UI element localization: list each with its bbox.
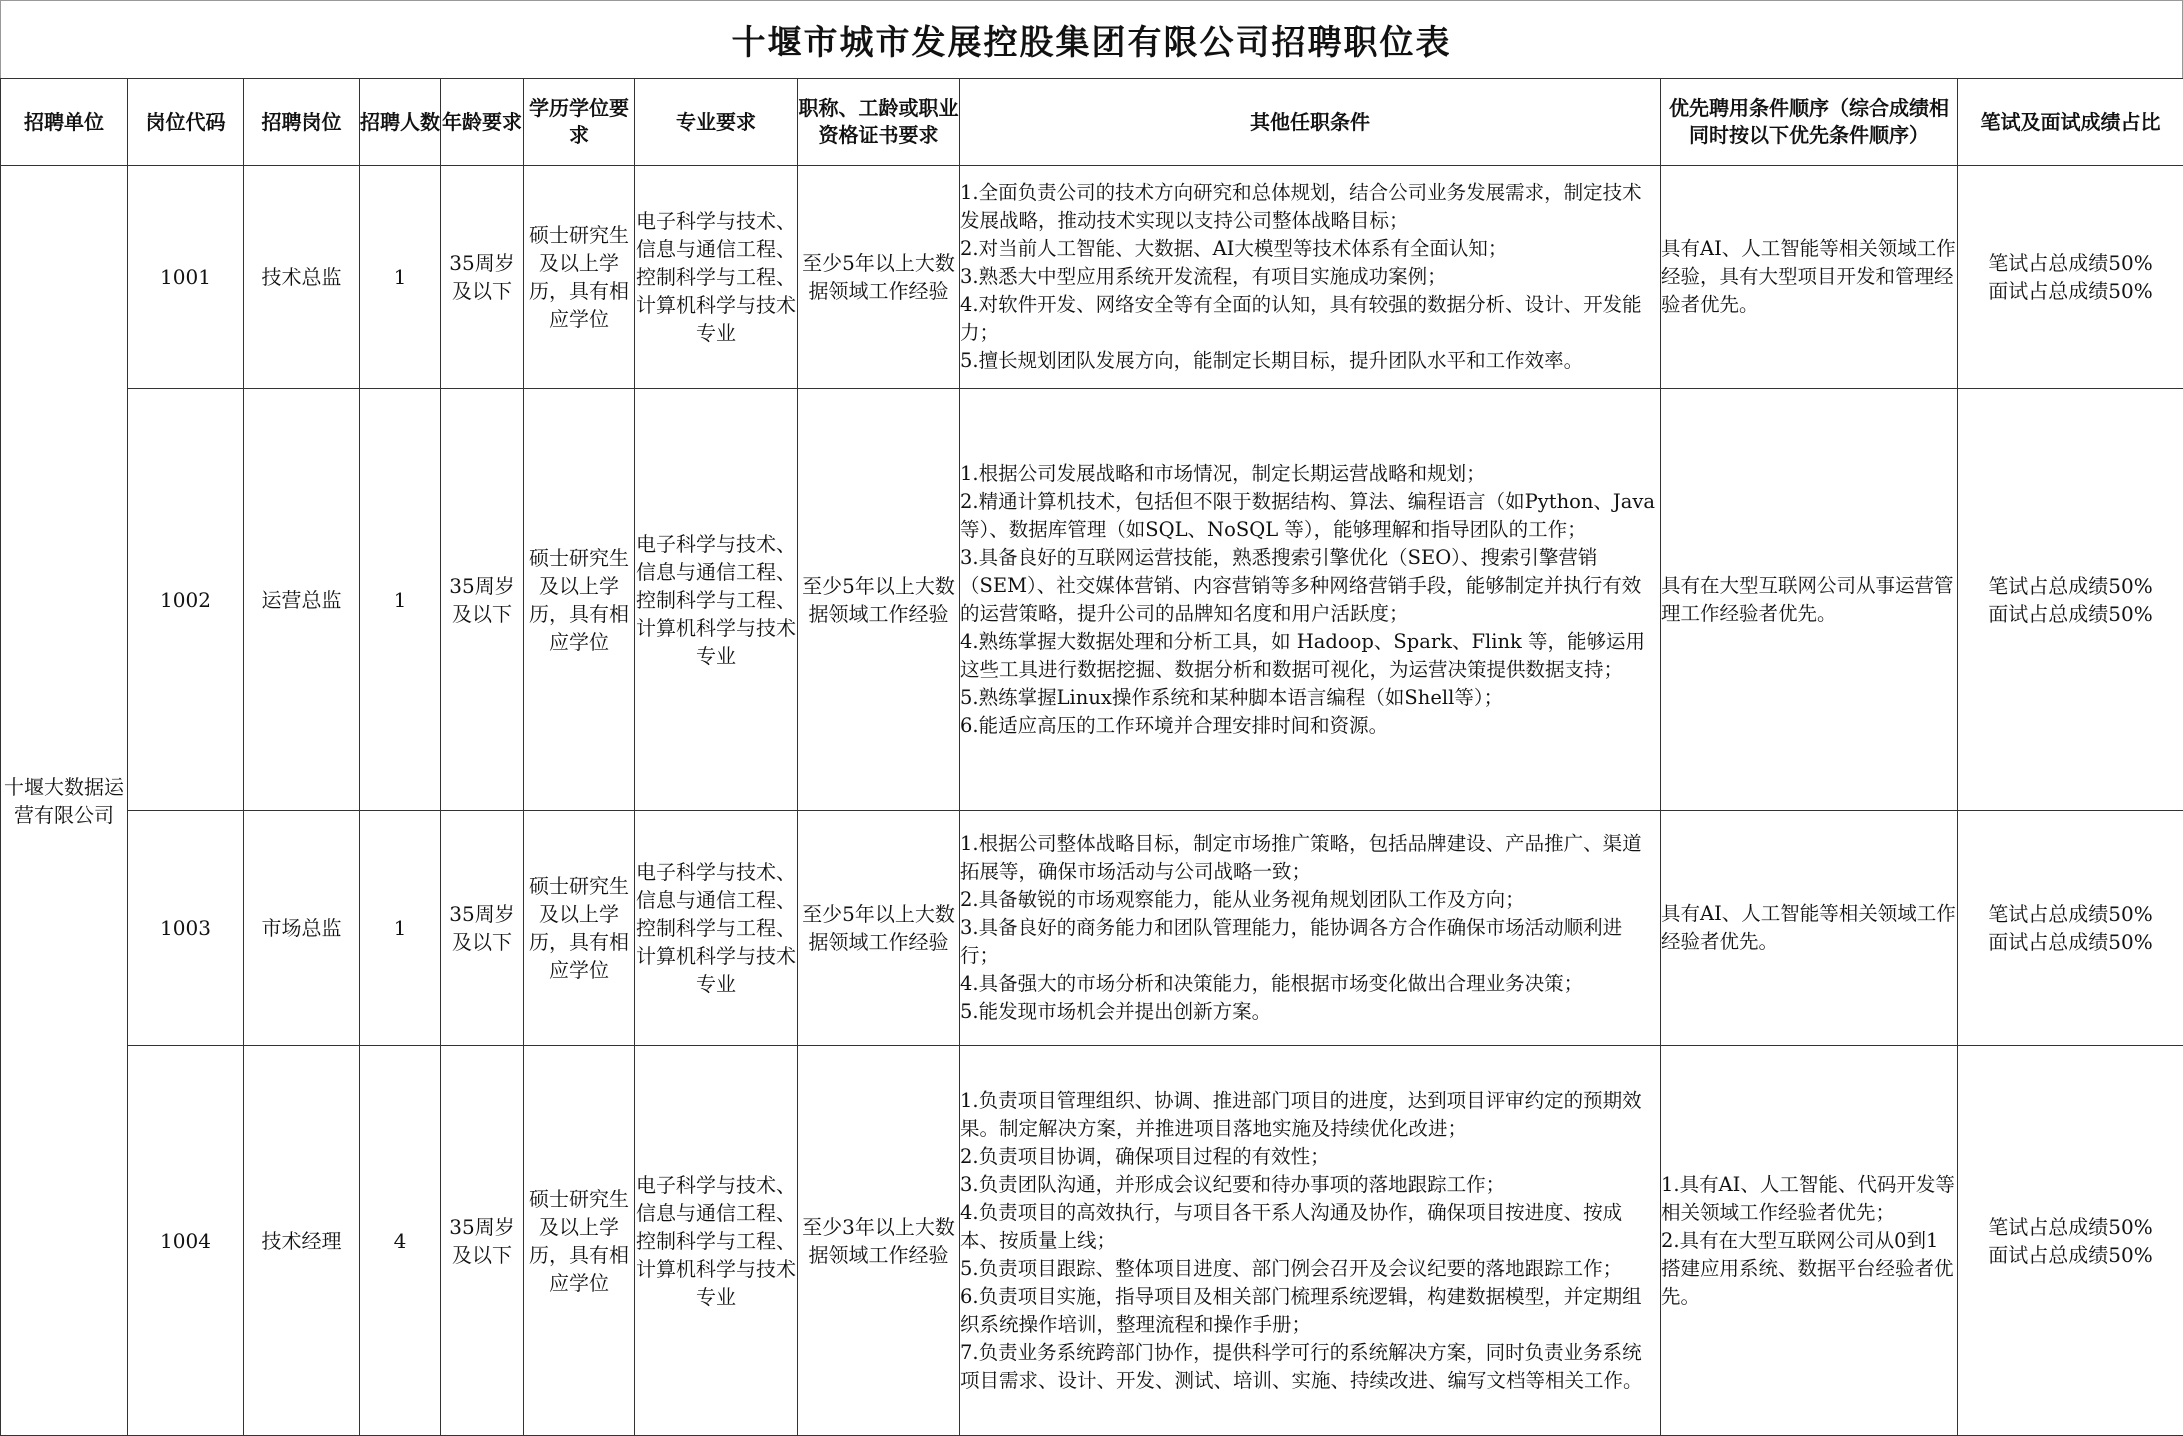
qual-cell: 至少3年以上大数据领域工作经验 — [798, 1046, 960, 1436]
header-code: 岗位代码 — [128, 79, 244, 166]
recruitment-table — [0, 78, 2183, 1436]
other-cell: 1.全面负责公司的技术方向研究和总体规划，结合公司业务发展需求，制定技术发展战略，推动技术实现以支持公司整体战略目标； 2.对当前人工智能、大数据、AI大模型等技术体系有全面认知； 3.熟悉大中型应用系统开发流程，有项目实施成功案例； 4.对软件开发、网络安全等有全面的认知，具有较强的数据分析、设计、开发能力； 5.擅长规划团队发展方向，能制定长期目标，提升团队水平和工作效率。 — [960, 166, 1661, 389]
edu-cell: 硕士研究生及以上学历，具有相应学位 — [524, 811, 635, 1046]
qual-cell: 至少5年以上大数据领域工作经验 — [798, 389, 960, 811]
header-unit: 招聘单位 — [1, 79, 128, 166]
count-cell: 4 — [360, 1046, 441, 1436]
priority-cell: 1.具有AI、人工智能、代码开发等相关领域工作经验者优先； 2.具有在大型互联网公司从0到1搭建应用系统、数据平台经验者优先。 — [1661, 1046, 1958, 1436]
header-row — [1, 79, 2183, 166]
major-cell: 电子科学与技术、信息与通信工程、控制科学与工程、计算机科学与技术专业 — [635, 166, 798, 389]
header-qual: 职称、工龄或职业资格证书要求 — [798, 79, 960, 166]
table-row — [1, 811, 2183, 1046]
code-cell: 1003 — [128, 811, 244, 1046]
header-other: 其他任职条件 — [960, 79, 1661, 166]
other-cell: 1.负责项目管理组织、协调、推进部门项目的进度，达到项目评审约定的预期效果。制定解决方案，并推进项目落地实施及持续优化改进； 2.负责项目协调，确保项目过程的有效性； 3.负责团队沟通，并形成会议纪要和待办事项的落地跟踪工作； 4.负责项目的高效执行，与项目各干系人沟通及协作，确保项目按进度、按成本、按质量上线； 5.负责项目跟踪、整体项目进度、部门例会召开及会议纪要的落地跟踪工作； 6.负责项目实施，指导项目及相关部门梳理系统逻辑，构建数据模型，并定期组织系统操作培训，整理流程和操作手册； 7.负责业务系统跨部门协作，提供科学可行的系统解决方案，同时负责业务系统项目需求、设计、开发、测试、培训、实施、持续改进、编写文档等相关工作。 — [960, 1046, 1661, 1436]
priority-cell: 具有在大型互联网公司从事运营管理工作经验者优先。 — [1661, 389, 1958, 811]
age-cell: 35周岁及以下 — [441, 166, 524, 389]
count-cell: 1 — [360, 389, 441, 811]
code-cell: 1001 — [128, 166, 244, 389]
qual-cell: 至少5年以上大数据领域工作经验 — [798, 166, 960, 389]
major-cell: 电子科学与技术、信息与通信工程、控制科学与工程、计算机科学与技术专业 — [635, 389, 798, 811]
age-cell: 35周岁及以下 — [441, 1046, 524, 1436]
age-cell: 35周岁及以下 — [441, 389, 524, 811]
table-row — [1, 1046, 2183, 1436]
other-cell: 1.根据公司整体战略目标，制定市场推广策略，包括品牌建设、产品推广、渠道拓展等，确保市场活动与公司战略一致； 2.具备敏锐的市场观察能力，能从业务视角规划团队工作及方向； 3.具备良好的商务能力和团队管理能力，能协调各方合作确保市场活动顺利进行； 4.具备强大的市场分析和决策能力，能根据市场变化做出合理业务决策； 5.能发现市场机会并提出创新方案。 — [960, 811, 1661, 1046]
position-cell: 运营总监 — [244, 389, 360, 811]
header-count: 招聘人数 — [360, 79, 441, 166]
page-title: 十堰市城市发展控股集团有限公司招聘职位表 — [0, 0, 2183, 78]
count-cell: 1 — [360, 811, 441, 1046]
position-cell: 技术经理 — [244, 1046, 360, 1436]
count-cell: 1 — [360, 166, 441, 389]
major-cell: 电子科学与技术、信息与通信工程、控制科学与工程、计算机科学与技术专业 — [635, 811, 798, 1046]
ratio-cell: 笔试占总成绩50% 面试占总成绩50% — [1958, 1046, 2183, 1436]
position-cell: 市场总监 — [244, 811, 360, 1046]
header-age: 年龄要求 — [441, 79, 524, 166]
edu-cell: 硕士研究生及以上学历，具有相应学位 — [524, 389, 635, 811]
header-major: 专业要求 — [635, 79, 798, 166]
ratio-cell: 笔试占总成绩50% 面试占总成绩50% — [1958, 166, 2183, 389]
table-row — [1, 166, 2183, 389]
ratio-cell: 笔试占总成绩50% 面试占总成绩50% — [1958, 389, 2183, 811]
edu-cell: 硕士研究生及以上学历，具有相应学位 — [524, 1046, 635, 1436]
qual-cell: 至少5年以上大数据领域工作经验 — [798, 811, 960, 1046]
major-cell: 电子科学与技术、信息与通信工程、控制科学与工程、计算机科学与技术专业 — [635, 1046, 798, 1436]
code-cell: 1002 — [128, 389, 244, 811]
code-cell: 1004 — [128, 1046, 244, 1436]
edu-cell: 硕士研究生及以上学历，具有相应学位 — [524, 166, 635, 389]
ratio-cell: 笔试占总成绩50% 面试占总成绩50% — [1958, 811, 2183, 1046]
header-position: 招聘岗位 — [244, 79, 360, 166]
header-ratio: 笔试及面试成绩占比 — [1958, 79, 2183, 166]
unit-cell: 十堰大数据运营有限公司 — [1, 166, 128, 1436]
priority-cell: 具有AI、人工智能等相关领域工作经验者优先。 — [1661, 811, 1958, 1046]
position-cell: 技术总监 — [244, 166, 360, 389]
priority-cell: 具有AI、人工智能等相关领域工作经验，具有大型项目开发和管理经验者优先。 — [1661, 166, 1958, 389]
other-cell: 1.根据公司发展战略和市场情况，制定长期运营战略和规划； 2.精通计算机技术，包括但不限于数据结构、算法、编程语言（如Python、Java 等）、数据库管理（如SQL、NoSQL 等），能够理解和指导团队的工作； 3.具备良好的互联网运营技能，熟悉搜索引擎优化（SEO）、搜索引擎营销（SEM）、社交媒体营销、内容营销等多种网络营销手段，能够制定并执行有效的运营策略，提升公司的品牌知名度和用户活跃度； 4.熟练掌握大数据处理和分析工具，如 Hadoop、Spark、Flink 等，能够运用这些工具进行数据挖掘、数据分析和数据可视化，为运营决策提供数据支持； 5.熟练掌握Linux操作系统和某种脚本语言编程（如Shell等）； 6.能适应高压的工作环境并合理安排时间和资源。 — [960, 389, 1661, 811]
table-row — [1, 389, 2183, 811]
header-priority: 优先聘用条件顺序（综合成绩相同时按以下优先条件顺序） — [1661, 79, 1958, 166]
header-edu: 学历学位要求 — [524, 79, 635, 166]
age-cell: 35周岁及以下 — [441, 811, 524, 1046]
